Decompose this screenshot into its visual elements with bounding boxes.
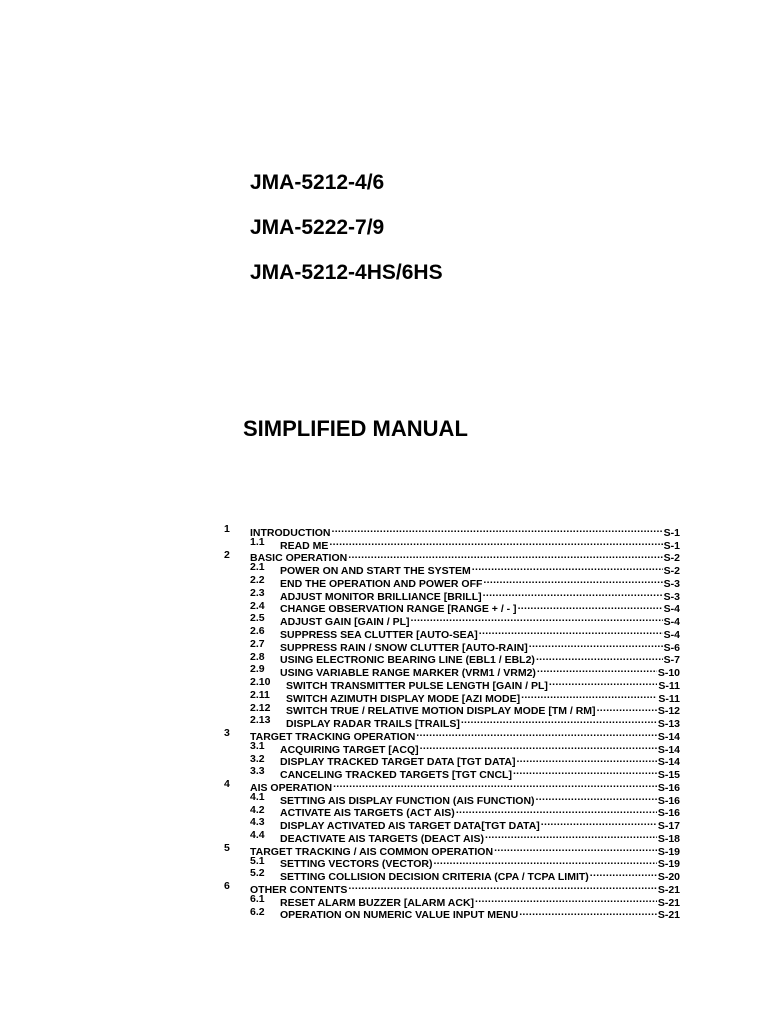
- toc-entry: [224, 548, 680, 565]
- toc-entry-title: ADJUST GAIN [GAIN / PL]: [280, 616, 410, 628]
- toc-entry-title: END THE OPERATION AND POWER OFF: [280, 577, 483, 590]
- toc-entry-number: 2.3: [250, 586, 265, 599]
- toc-entry-number: 2.9: [250, 663, 265, 676]
- toc-entry-number: 3: [224, 727, 230, 739]
- toc-entry-number: 3.1: [250, 739, 265, 752]
- toc-entry: [224, 535, 680, 552]
- toc-entry-page: S-3: [663, 577, 680, 590]
- toc-entry-number: 4.2: [250, 803, 265, 816]
- toc-entry: [224, 676, 680, 692]
- toc-entry-title: AIS OPERATION: [250, 781, 333, 794]
- toc-entry-number: 2.4: [250, 599, 265, 612]
- toc-entry-page: S-11: [658, 679, 680, 692]
- toc-entry-page: S-17: [657, 820, 680, 832]
- toc-dot-leader: [485, 829, 657, 842]
- toc-entry-page: S-11: [658, 692, 680, 705]
- toc-entry: [224, 778, 680, 794]
- toc-entry-page: S-19: [657, 858, 680, 871]
- toc-entry-number: 2.13: [250, 714, 271, 727]
- toc-dot-leader: [516, 753, 656, 766]
- toc-entry-number: 2.6: [250, 625, 265, 637]
- toc-entry-number: 2.10: [250, 676, 271, 688]
- toc-entry: [224, 637, 680, 654]
- toc-dot-leader: [433, 855, 656, 868]
- toc-dot-leader: [549, 676, 657, 689]
- toc-entry: [224, 650, 680, 667]
- toc-entry-page: S-15: [657, 769, 680, 781]
- toc-entry: [224, 854, 680, 871]
- toc-entry-number: 5: [224, 841, 230, 854]
- toc-dot-leader: [597, 702, 657, 715]
- toc-entry: [224, 599, 680, 616]
- toc-dot-leader: [536, 651, 663, 664]
- toc-entry-page: S-10: [657, 667, 680, 679]
- document-title: SIMPLIFIED MANUAL: [243, 416, 468, 441]
- toc-entry-title: DISPLAY ACTIVATED AIS TARGET DATA[TGT DATA]: [280, 820, 540, 832]
- toc-entry-number: 4.4: [250, 829, 265, 841]
- toc-entry-number: 3.2: [250, 752, 265, 765]
- model-list: [250, 172, 443, 307]
- toc-entry-page: S-12: [657, 705, 680, 718]
- toc-dot-leader: [521, 689, 657, 702]
- toc-entry: [224, 714, 680, 730]
- toc-entry-page: S-1: [663, 539, 680, 552]
- toc-dot-leader: [348, 549, 662, 562]
- toc-entry-page: S-13: [657, 718, 680, 730]
- toc-dot-leader: [483, 587, 663, 600]
- toc-dot-leader: [416, 727, 657, 740]
- toc-entry-page: S-21: [657, 909, 680, 922]
- toc-entry-page: S-4: [663, 616, 680, 628]
- toc-entry: [224, 880, 680, 896]
- toc-dot-leader: [494, 842, 657, 855]
- toc-entry-number: 6.2: [250, 905, 265, 918]
- toc-dot-leader: [456, 804, 657, 817]
- toc-entry: [224, 523, 680, 539]
- toc-entry-title: USING VARIABLE RANGE MARKER (VRM1 / VRM2): [280, 667, 536, 679]
- toc-entry-number: 6.1: [250, 892, 265, 905]
- toc-entry-title: ACTIVATE AIS TARGETS (ACT AIS): [280, 807, 455, 820]
- toc-entry-page: S-4: [663, 628, 680, 641]
- toc-entry-page: S-6: [663, 641, 680, 654]
- toc-entry: [224, 663, 680, 679]
- toc-entry-number: 4.1: [250, 790, 265, 803]
- toc-dot-leader: [333, 778, 657, 791]
- toc-entry-number: 2.8: [250, 650, 265, 663]
- toc-entry-title: DISPLAY TRACKED TARGET DATA [TGT DATA]: [280, 756, 516, 769]
- toc-dot-leader: [513, 765, 657, 778]
- toc-entry-title: DISPLAY RADAR TRAILS [TRAILS]: [286, 718, 460, 730]
- model-name: JMA-5222-7/9: [250, 216, 385, 239]
- toc-entry: [224, 701, 680, 718]
- toc-entry: [224, 727, 680, 743]
- toc-entry-number: 4: [224, 778, 230, 790]
- toc-entry: [224, 574, 680, 590]
- toc-entry-page: S-2: [663, 552, 680, 565]
- toc-entry-title: ADJUST MONITOR BRILLIANCE [BRILL]: [280, 590, 482, 603]
- toc-entry-title: OTHER CONTENTS: [250, 883, 348, 896]
- toc-entry-title: SWITCH TRUE / RELATIVE MOTION DISPLAY MODE [TM / RM]: [286, 705, 596, 718]
- toc-dot-leader: [529, 638, 663, 651]
- toc-entry-number: 5.1: [250, 854, 265, 867]
- toc-dot-leader: [519, 906, 657, 919]
- toc-entry-page: S-1: [663, 526, 680, 539]
- toc-entry-title: SWITCH TRANSMITTER PULSE LENGTH [GAIN / PL]: [286, 679, 548, 692]
- toc-dot-leader: [329, 536, 662, 549]
- toc-entry: [224, 752, 680, 769]
- toc-entry-page: S-16: [657, 781, 680, 794]
- toc-entry-title: READ ME: [280, 539, 329, 552]
- toc-entry: [224, 892, 680, 909]
- toc-entry-page: S-16: [657, 794, 680, 807]
- toc-entry-page: S-18: [657, 832, 680, 845]
- toc-entry-page: S-2: [663, 565, 680, 577]
- toc-entry-title: SETTING AIS DISPLAY FUNCTION (AIS FUNCTION): [280, 794, 535, 807]
- toc-dot-leader: [472, 561, 663, 574]
- toc-entry-number: 2.11: [250, 688, 270, 701]
- toc-entry-page: S-20: [657, 871, 680, 883]
- toc-entry-title: SUPPRESS RAIN / SNOW CLUTTER [AUTO-RAIN]: [280, 641, 528, 654]
- toc-entry-title: POWER ON AND START THE SYSTEM: [280, 565, 471, 577]
- toc-dot-leader: [475, 893, 657, 906]
- toc-entry-line: [280, 906, 680, 923]
- toc-entry: [224, 765, 680, 781]
- toc-dot-leader: [590, 867, 657, 880]
- toc-entry-title: USING ELECTRONIC BEARING LINE (EBL1 / EBL2): [280, 654, 535, 667]
- toc-entry-title: DEACTIVATE AIS TARGETS (DEACT AIS): [280, 832, 484, 845]
- toc-entry-title: OPERATION ON NUMERIC VALUE INPUT MENU: [280, 909, 519, 922]
- toc-entry: [224, 790, 680, 807]
- toc-entry-page: S-3: [663, 590, 680, 603]
- toc-entry-title: TARGET TRACKING OPERATION: [250, 730, 416, 743]
- toc-entry-page: S-14: [657, 743, 680, 756]
- toc-entry-page: S-14: [657, 756, 680, 769]
- toc-entry-number: 1: [224, 523, 230, 535]
- toc-dot-leader: [332, 523, 663, 536]
- toc-entry: [224, 586, 680, 603]
- toc-entry-number: 2.2: [250, 574, 265, 586]
- toc-entry-page: S-7: [663, 654, 680, 667]
- toc-entry: [224, 739, 680, 756]
- toc-dot-leader: [537, 663, 657, 676]
- toc-entry: [224, 905, 680, 922]
- toc-entry-number: 6: [224, 880, 230, 892]
- toc-entry-number: 4.3: [250, 816, 265, 829]
- toc-entry-page: S-19: [657, 845, 680, 858]
- toc-entry-number: 2.1: [250, 561, 265, 574]
- toc-entry: [224, 803, 680, 820]
- toc-entry-title: SETTING VECTORS (VECTOR): [280, 858, 433, 871]
- toc-entry-page: S-21: [657, 896, 680, 909]
- toc-dot-leader: [518, 600, 663, 613]
- toc-entry-number: 2: [224, 548, 230, 561]
- table-of-contents: [224, 523, 680, 922]
- model-name: JMA-5212-4HS/6HS: [250, 261, 443, 284]
- toc-entry: [224, 841, 680, 858]
- toc-entry-number: 2.7: [250, 637, 265, 650]
- toc-entry-title: SUPPRESS SEA CLUTTER [AUTO-SEA]: [280, 628, 478, 641]
- toc-entry-page: S-14: [657, 730, 680, 743]
- toc-entry-number: 2.12: [250, 701, 271, 714]
- toc-entry: [224, 867, 680, 883]
- toc-dot-leader: [420, 740, 657, 753]
- toc-entry-title: BASIC OPERATION: [250, 552, 348, 565]
- toc-entry-number: 1.1: [250, 535, 265, 548]
- toc-dot-leader: [483, 574, 662, 587]
- toc-entry-title: INTRODUCTION: [250, 526, 331, 539]
- toc-entry: [224, 625, 680, 641]
- toc-entry-title: ACQUIRING TARGET [ACQ]: [280, 743, 419, 756]
- toc-entry-number: 2.5: [250, 612, 265, 625]
- toc-entry-page: S-16: [657, 807, 680, 820]
- toc-dot-leader: [541, 816, 657, 829]
- toc-entry-page: S-21: [657, 883, 680, 896]
- toc-entry-title: TARGET TRACKING / AIS COMMON OPERATION: [250, 845, 494, 858]
- toc-entry-number: 3.3: [250, 765, 265, 778]
- toc-entry: [224, 829, 680, 845]
- toc-dot-leader: [411, 612, 663, 625]
- toc-entry-title: RESET ALARM BUZZER [ALARM ACK]: [280, 896, 475, 909]
- toc-dot-leader: [536, 791, 657, 804]
- toc-entry: [224, 612, 680, 628]
- toc-entry-title: CANCELING TRACKED TARGETS [TGT CNCL]: [280, 769, 512, 781]
- toc-dot-leader: [461, 714, 657, 727]
- toc-entry: [224, 688, 680, 705]
- toc-dot-leader: [479, 625, 663, 638]
- toc-entry-title: CHANGE OBSERVATION RANGE [RANGE + / - ]: [280, 603, 517, 616]
- toc-dot-leader: [348, 880, 656, 893]
- toc-entry: [224, 561, 680, 577]
- toc-entry: [224, 816, 680, 832]
- model-name: JMA-5212-4/6: [250, 171, 385, 194]
- toc-entry-title: SWITCH AZIMUTH DISPLAY MODE [AZI MODE]: [286, 692, 521, 705]
- toc-entry-title: SETTING COLLISION DECISION CRITERIA (CPA / TCPA LIMIT): [280, 871, 589, 883]
- toc-entry-page: S-4: [663, 603, 680, 616]
- toc-entry-number: 5.2: [250, 867, 265, 880]
